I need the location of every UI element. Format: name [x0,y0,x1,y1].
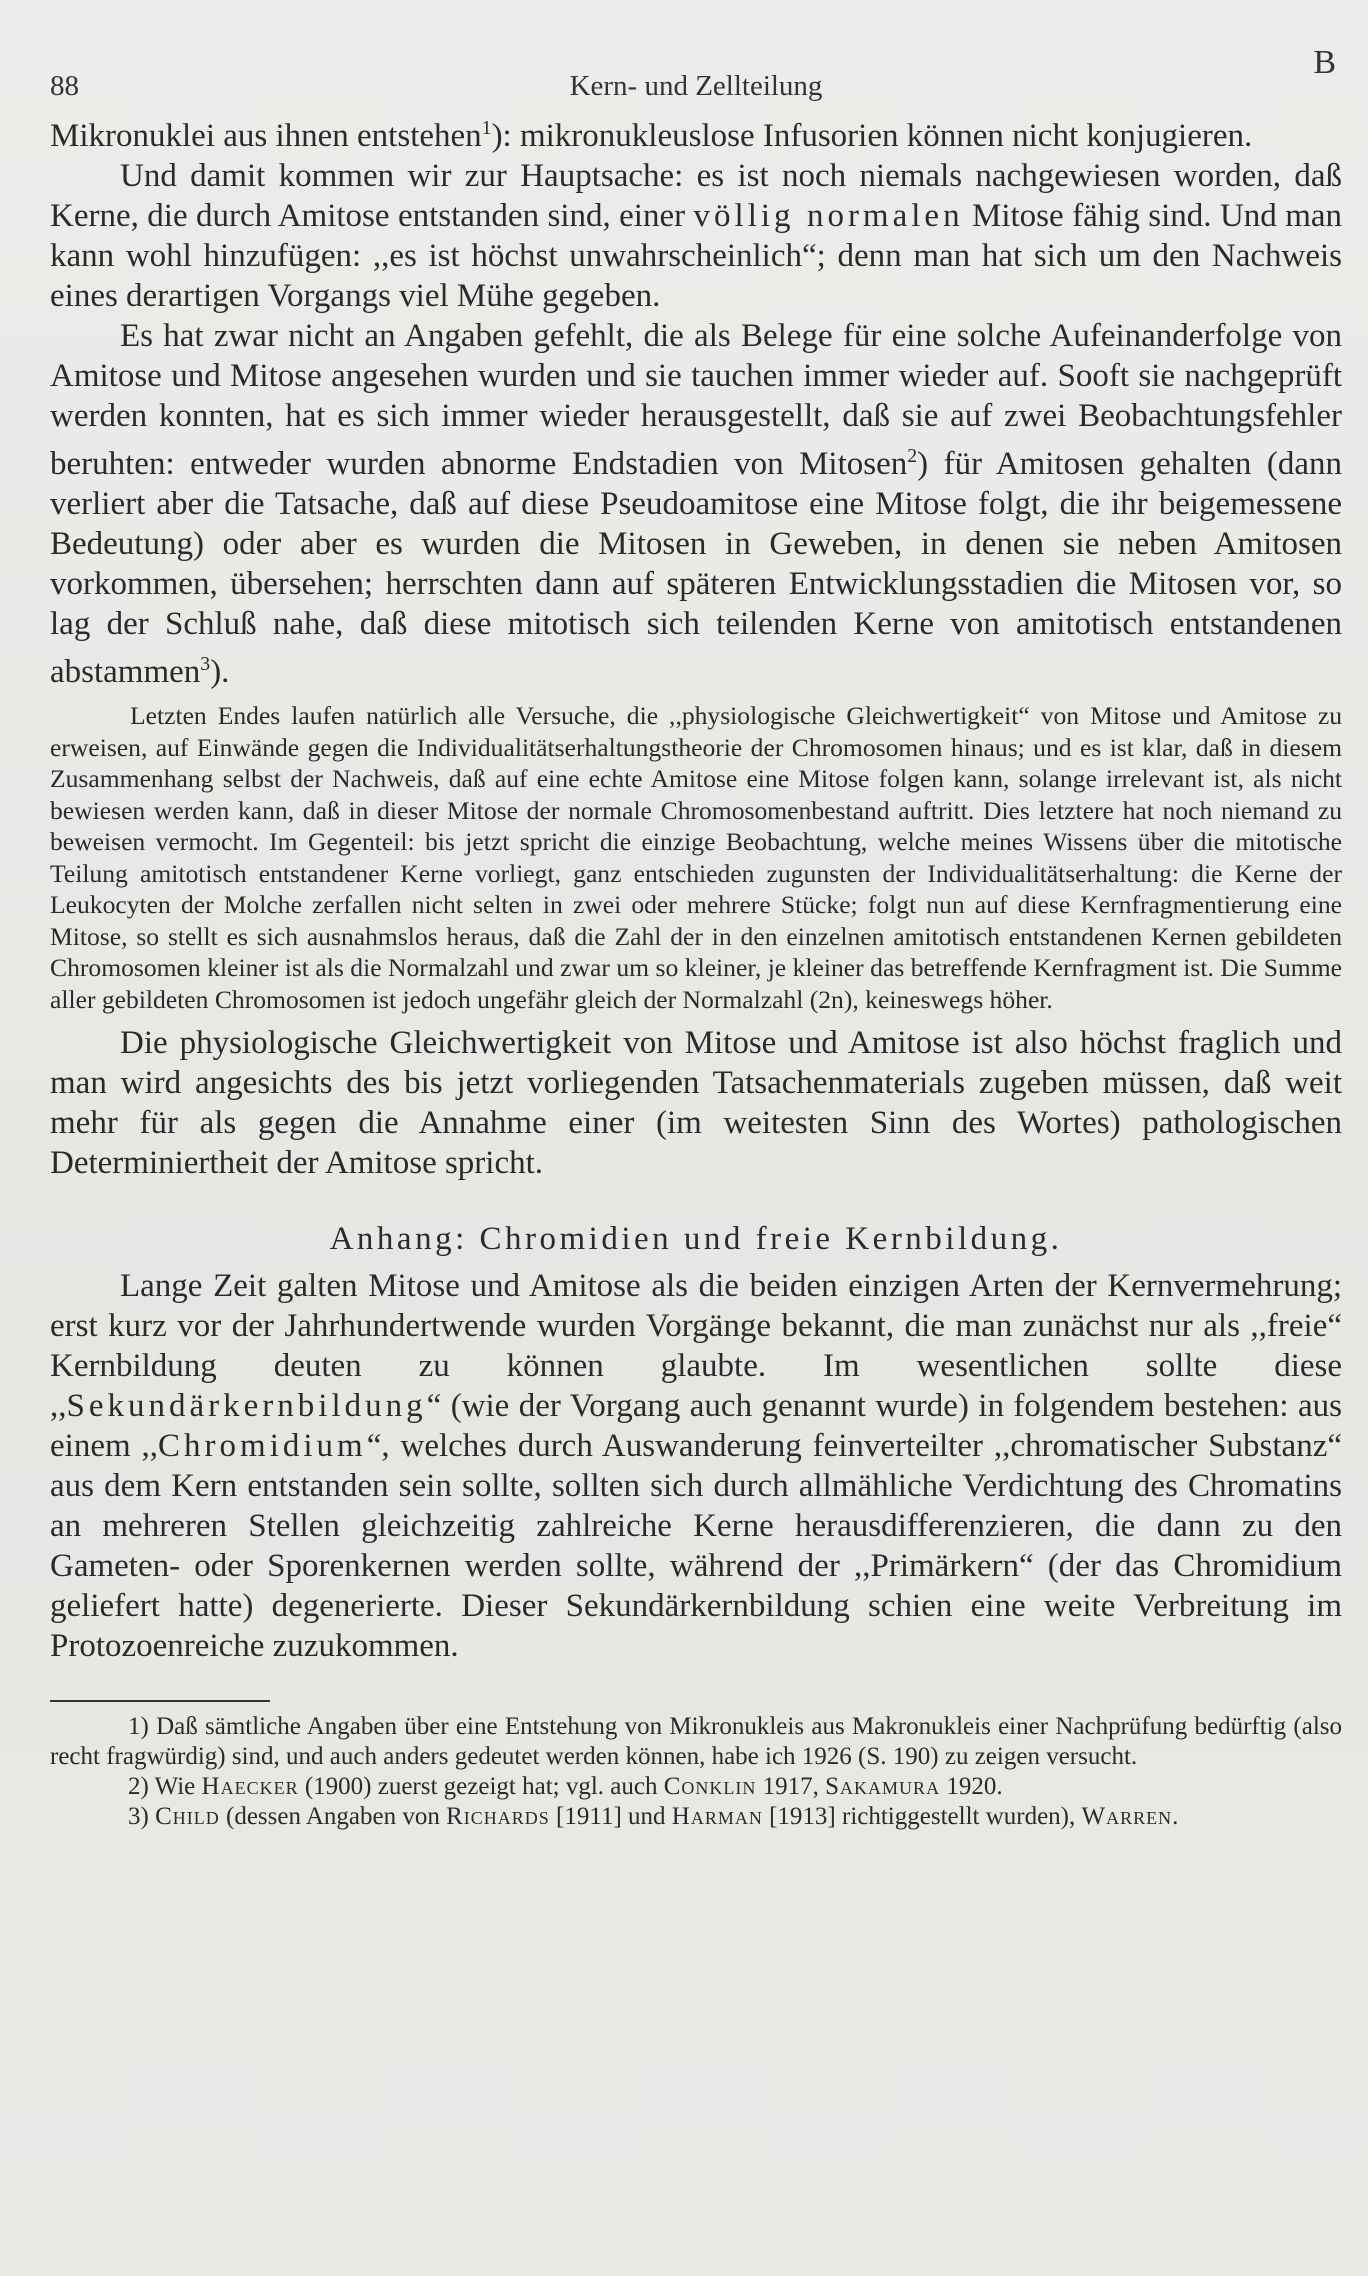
footnote-ref-2: 2 [907,445,918,467]
small-print-paragraph: Letzten Endes laufen natürlich alle Versuche, die ,,physiologische Gleichwertigkeit“ von Mitose und Amitose zu erweisen, auf Einwände gegen die Individualitätserhaltungstheorie der Chromosomen hinaus; und es ist klar, daß in diesem Zusammenhang selbst der Nachweis, daß auf eine echte Amitose eine Mitose folgen kann, solange irrelevant ist, als nicht bewiesen werden kann, daß in dieser Mitose der normale Chromosomenbestand auftritt. Dies letztere hat noch niemand zu beweisen vermocht. Im Gegenteil: bis jetzt spricht die einzige Beobachtung, welche meines Wissens über die mitotische Teilung amitotisch entstandener Kerne vorliegt, ganz entschieden zugunsten der Individualitätserhaltung: die Kerne der Leukocyten der Molche zerfallen nicht selten in zwei oder mehrere Stücke; folgt nun auf diese Kernfragmentierung eine Mitose, so stellt es sich ausnahmslos heraus, daß die Zahl der in den einzelnen amitotisch entstandenen Kernen gebildeten Chromosomen kleiner ist als die Normalzahl und zwar um so kleiner, je kleiner das betreffende Kernfragment ist. Die Summe aller gebildeten Chromosomen ist jedoch ungefähr gleich der Normalzahl (2n), keineswegs höher. [50,701,1342,1014]
running-head [50,44,1342,108]
signature-mark: B [1313,44,1336,81]
paragraph-1: Mikronuklei aus ihnen entstehen$^1$): mikronukleuslose Infusorien können nicht konjugieren. [50,117,1253,154]
footnote-ref-1: 1 [481,117,492,139]
paragraph-3: Es hat zwar nicht an Angaben gefehlt, die als Belege für eine solche Aufeinanderfolge von Amitose und Mitose angesehen wurden und sie tauchen immer wieder auf. Sooft sie nachgeprüft werden konnten, hat es sich immer wieder herausgestellt, daß sie auf zwei Beobachtungsfehler beruhten: entweder wurden abnorme Endstadien von Mitosen$^2$) für Amitosen gehalten (dann verliert aber die Tatsache, daß auf diese Pseudoamitose eine Mitose folgt, die ihr beigemessene Bedeutung) oder aber es wurden die Mitosen in Geweben, in denen sie neben Amitosen vorkommen, übersehen; herrschten dann auf späteren Entwicklungsstadien die Mitosen vor, so lag der Schluß nahe, daß diese mitotisch sich teilenden Kerne von amitotisch entstandenen abstammen$^3$). [50,318,1342,690]
author-name: Child [155,1803,220,1830]
emphasis-spaced: Chromidium [158,1428,367,1464]
main-text-continued [50,1023,1342,1183]
section-heading: Anhang: Chromidien und freie Kernbildung. [329,1221,1063,1257]
footnotes [50,1712,1342,1832]
author-name: Haecker [201,1773,299,1800]
paragraph-4: Die physiologische Gleichwertigkeit von Mitose und Amitose ist also höchst fraglich und man wird angesichts des bis jetzt vorliegenden Tatsachenmaterials zugeben müssen, daß weit mehr für als gegen die Annahme einer (im weitesten Sinn des Wortes) pathologischen Determiniertheit der Amitose spricht. [50,1025,1342,1181]
small-print-block [50,700,1342,1015]
footnote-2: 2) Wie Haecker (1900) zuerst gezeigt hat; vgl. auch Conklin 1917, Sakamura 1920. [128,1773,1003,1800]
footnote-1: 1) Daß sämtliche Angaben über eine Entstehung von Mikronukleis aus Makronukleis einer Nachprüfung bedürftig (also recht fragwürdig) sind, und auch anders gedeutet werden können, habe ich 1926 (S. 190) zu zeigen versucht. [50,1713,1342,1770]
footnote-divider [50,1700,270,1702]
footnote-ref-3: 3 [200,653,211,675]
emphasis-spaced: Sekundärkernbildung [66,1388,427,1424]
paragraph-5: Lange Zeit galten Mitose und Amitose als die beiden einzigen Arten der Kernvermehrung; erst kurz vor der Jahrhundertwende wurden Vorgänge bekannt, die man zunächst nur als ,,freie“ Kernbildung deuten zu können glaubte. Im wesentlichen sollte diese ,,Sekundärkernbildung“ (wie der Vorgang auch genannt wurde) in folgendem bestehen: aus einem ,,Chromidium“, welches durch Auswanderung feinverteilter ,,chromatischer Substanz“ aus dem Kern entstanden sein sollte, sollten sich durch allmähliche Verdichtung des Chromatins an mehreren Stellen gleichzeitig zahlreiche Kerne herausdifferenzieren, die dann zu den Gameten- oder Sporenkernen werden sollte, während der ,,Primärkern“ (der das Chromidium geliefert hatte) degenerierte. Dieser Sekundärkernbildung schien eine weite Verbreitung im Protozoenreiche zuzukommen. [50,1268,1342,1664]
author-name: Harman [671,1803,763,1830]
emphasis-spaced: völlig normalen [693,198,964,234]
running-title: Kern- und Zellteilung [569,70,823,102]
page-number: 88 [50,70,79,102]
author-name: Richards [446,1803,550,1830]
author-name: Warren [1081,1803,1173,1830]
author-name: Sakamura [825,1773,941,1800]
paragraph-2: Und damit kommen wir zur Hauptsache: es ist noch niemals nachgewiesen worden, daß Kerne, die durch Amitose entstanden sind, einer völlig normalen Mitose fähig sind. Und man kann wohl hinzufügen: ,,es ist höchst unwahrscheinlich“; denn man hat sich um den Nachweis eines derartigen Vorgangs viel Mühe gegeben. [50,158,1343,314]
author-name: Conklin [663,1773,757,1800]
appendix-text [50,1266,1342,1666]
main-text [50,108,1342,692]
footnote-3: 3) Child (dessen Angaben von Richards [1911] und Harman [1913] richtiggestellt wurden), Warren. [128,1803,1179,1830]
